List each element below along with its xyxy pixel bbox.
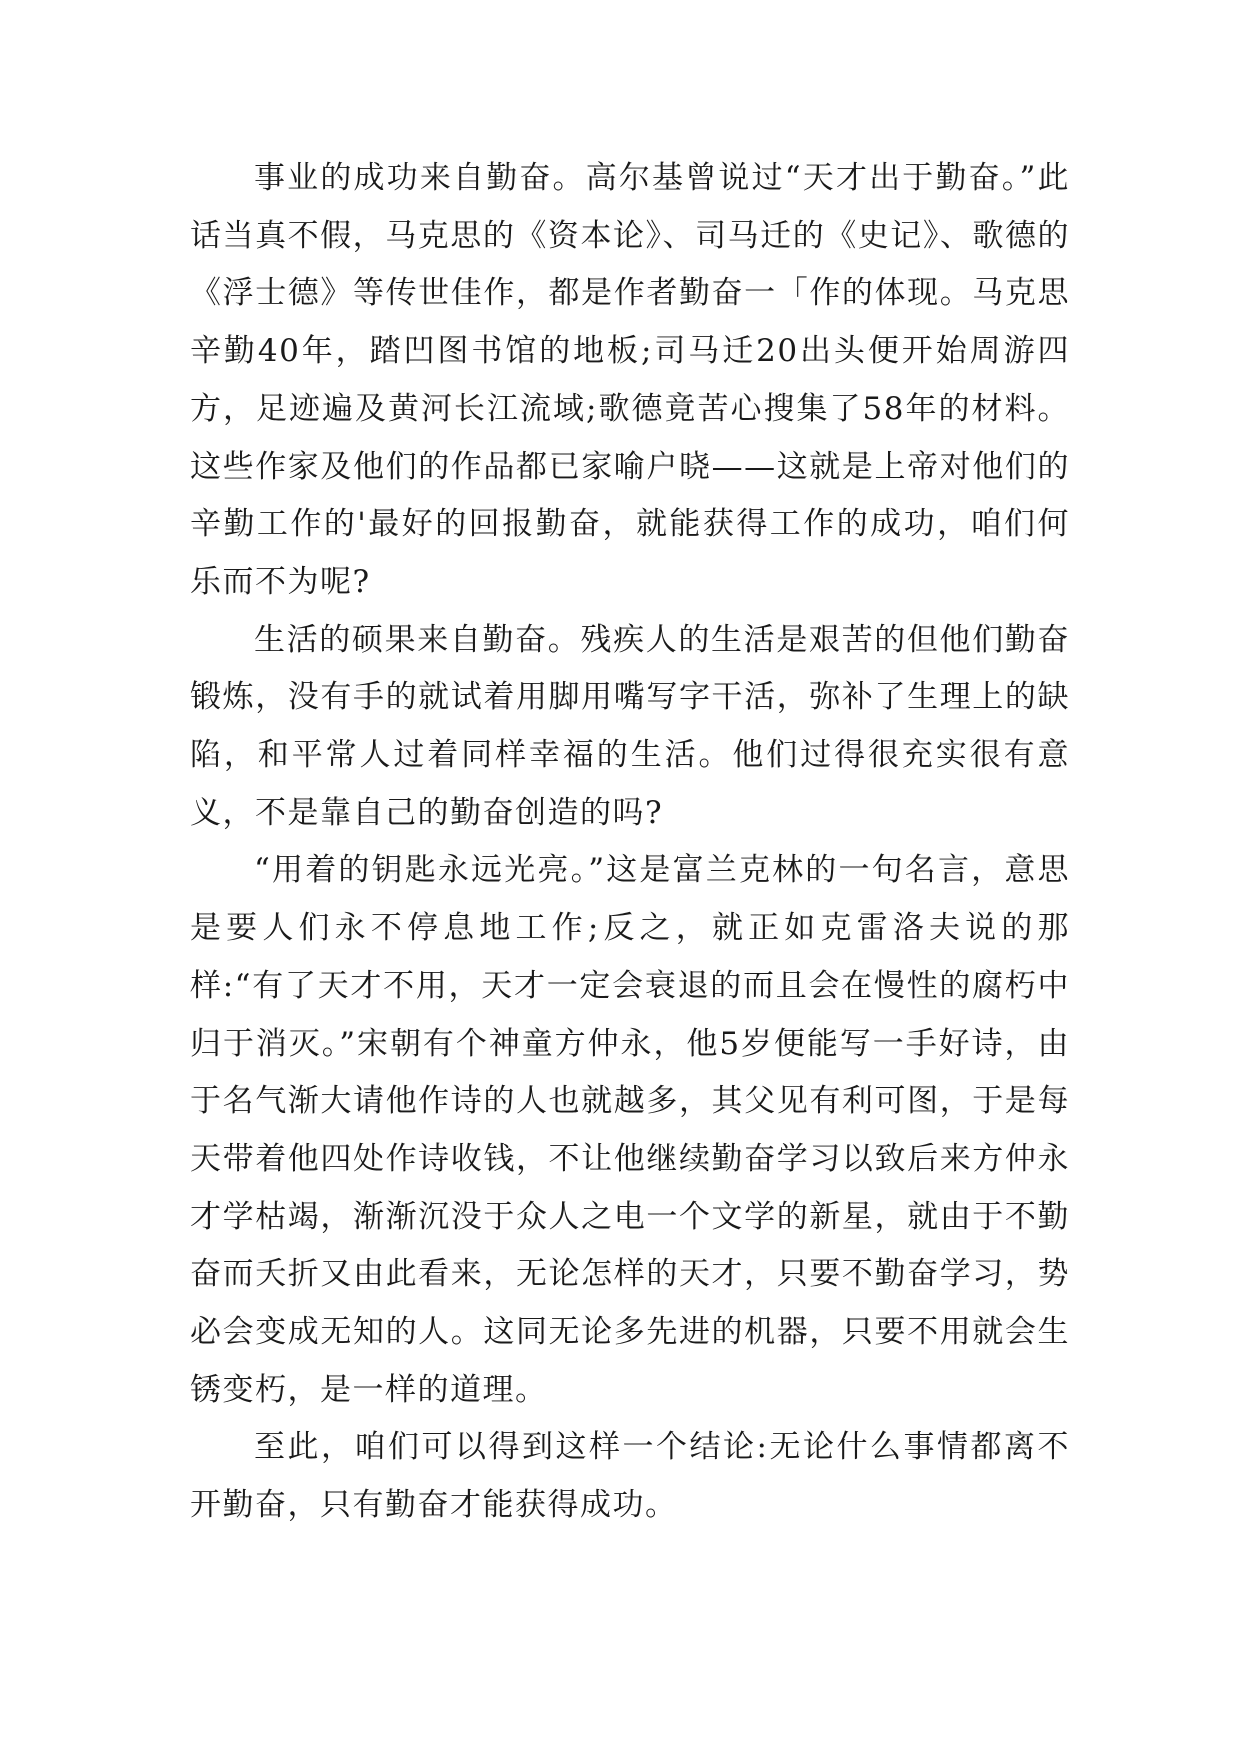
document-page: [190, 150, 1070, 1535]
paragraph: “用着的钥匙永远光亮。”这是富兰克林的一句名言，意思是要人们永不停息地工作;反之，就正如克雷洛夫说的那样:“有了天才不用，天才一定会衰退的而且会在慢性的腐朽中归于消灭。”宋朝有个神童方仲永，他5岁便能写一手好诗，由于名气渐大请他作诗的人也就越多，其父见有利可图，于是每天带着他四处作诗收钱，不让他继续勤奋学习以致后来方仲永才学枯竭，渐渐沉没于众人之电一个文学的新星，就由于不勤奋而夭折又由此看来，无论怎样的天才，只要不勤奋学习，势必会变成无知的人。这同无论多先进的机器，只要不用就会生锈变朽，是一样的道理。: [190, 852, 1070, 1408]
paragraph: 生活的硕果来自勤奋。残疾人的生活是艰苦的但他们勤奋锻炼，没有手的就试着用脚用嘴写字干活，弥补了生理上的缺陷，和平常人过着同样幸福的生活。他们过得很充实很有意义，不是靠自己的勤奋创造的吗?: [190, 621, 1070, 831]
paragraph: 事业的成功来自勤奋。高尔基曾说过“天才出于勤奋。”此话当真不假，马克思的《资本论》、司马迁的《史记》、歌德的《浮士德》等传世佳作，都是作者勤奋一「作的体现。马克思辛勤40年，踏凹图书馆的地板;司马迁20出头便开始周游四方，足迹遍及黄河长江流域;歌德竟苦心搜集了58年的材料。这些作家及他们的作品都已家喻户晓——这就是上帝对他们的辛勤工作的'最好的回报勤奋，就能获得工作的成功，咱们何乐而不为呢?: [190, 160, 1070, 600]
paragraph: 至此，咱们可以得到这样一个结论:无论什么事情都离不开勤奋，只有勤奋才能获得成功。: [190, 1429, 1070, 1524]
